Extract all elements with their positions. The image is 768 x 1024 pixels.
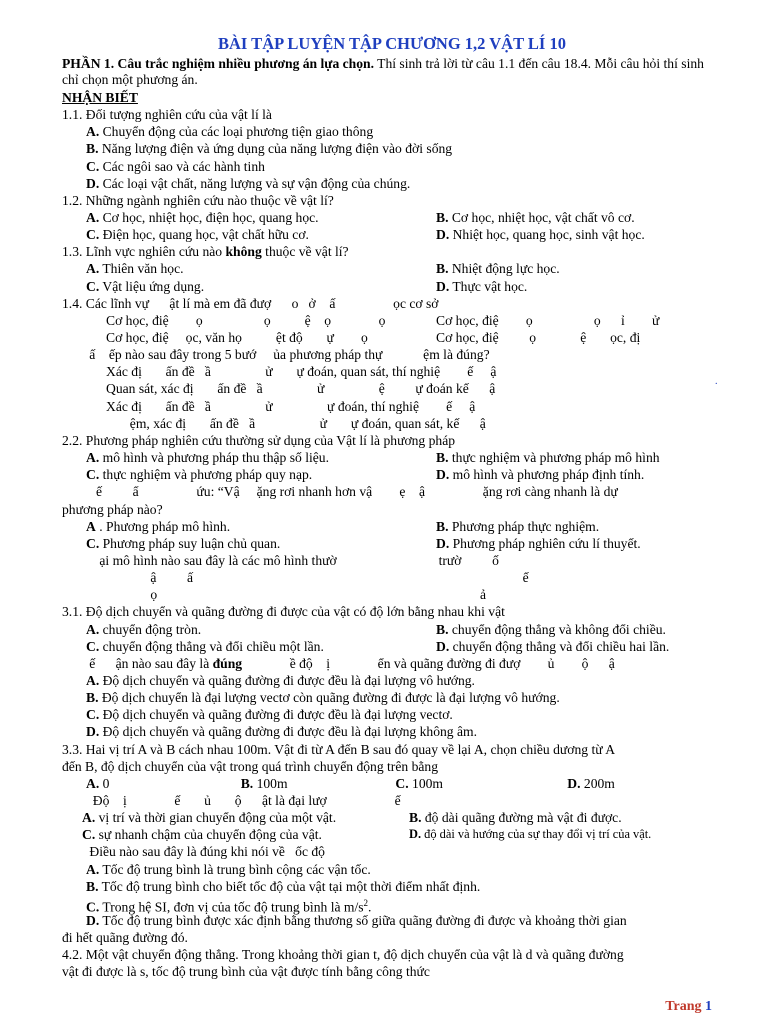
answer-option — [62, 140, 722, 157]
question-stem: ế ẩ ứu: “Vậ ặng rơi nhanh hơn vậ ẹ ậ ặng rơi càng nhanh là dự — [62, 484, 618, 500]
option-text: Phương pháp suy luận chủ quan. — [99, 535, 281, 551]
option-key: C. — [86, 535, 100, 551]
question-stem: ấ ếp nào sau đây trong 5 bướ ủa phương pháp thự ệm là đúng? — [62, 347, 490, 363]
option-text: mô hình và phương pháp thu thập số liệu. — [99, 450, 329, 466]
question-stem: Độ ị ế ủ ộ ật là đại lượ ế — [86, 792, 401, 808]
option-key: C. — [86, 467, 100, 483]
answer-option: Cơ học, điệ ọ ọ ệ ọ ọ — [106, 312, 386, 328]
option-key: D. — [436, 278, 450, 294]
answer-option — [409, 809, 622, 826]
answer-option — [62, 175, 722, 192]
option-key: C. — [86, 707, 100, 723]
option-key: A. — [86, 450, 100, 466]
answer-option — [62, 158, 722, 175]
option-key: C. — [395, 775, 409, 791]
option-text: Các ngôi sao và các hành tinh — [99, 158, 265, 174]
option-text: Cơ học, nhiệt học, điện học, quang học. — [99, 209, 319, 225]
option-row — [62, 621, 722, 638]
option-key: A. — [86, 621, 100, 637]
question-stem — [62, 243, 722, 260]
answer-option — [86, 621, 436, 638]
option-text: Các loại vật chất, năng lượng và sự vận động của chúng. — [99, 175, 411, 191]
answer-option — [86, 278, 436, 295]
option-row — [62, 535, 722, 552]
option-key: B. — [86, 690, 99, 706]
option-key: A — [86, 518, 96, 534]
option-text: thực nghiệm và phương pháp mô hình — [448, 450, 660, 466]
answer-option: Quan sát, xác đị ấn đề ầ ử ệ ự đoán kế ậ — [106, 381, 496, 397]
option-text: Thực vật học. — [449, 278, 528, 294]
answer-option — [62, 706, 722, 723]
stem-emphasis: đúng — [212, 655, 243, 671]
option-text: vị trí và thời gian chuyển động của một vật. — [95, 810, 337, 826]
document-page — [62, 34, 722, 981]
option-key: D. — [409, 827, 422, 842]
answer-option — [436, 638, 669, 655]
option-key: A. — [86, 124, 100, 140]
answer-option — [86, 209, 436, 226]
answer-option — [436, 209, 635, 226]
stem-text: 1.3. Lĩnh vực nghiên cứu nào — [62, 244, 226, 260]
option-text: chuyển động thẳng và không đổi chiều. — [448, 621, 666, 637]
option-key: C. — [86, 278, 100, 294]
option-text: Độ dịch chuyển và quãng đường đi được đều là đại lượng vectơ. — [99, 707, 453, 723]
option-text: Phương pháp nghiên cứu lí thuyết. — [449, 535, 641, 551]
answer-option — [86, 775, 241, 792]
question-stem: 1.4. Các lĩnh vự ật lí mà em đã đượ o ở ấ ọc cơ sở — [62, 295, 439, 311]
option-text: Thiên văn học. — [99, 261, 184, 277]
option-key: D. — [436, 535, 450, 551]
option-key: C. — [86, 158, 100, 174]
answer-option — [86, 518, 436, 535]
page-footer — [665, 999, 712, 1015]
answer-option: Cơ học, điệ ọ ệ ọc, đị — [436, 330, 641, 346]
option-key: B. — [86, 878, 99, 894]
question-stem: 1.2. Những ngành nghiên cứu nào thuộc về vật lí? — [62, 192, 334, 208]
answer-option — [86, 535, 436, 552]
option-text: mô hình và phương pháp định tính. — [449, 467, 645, 483]
option-row — [62, 638, 722, 655]
option-text: Điện học, quang học, vật chất hữu cơ. — [99, 227, 309, 243]
option-row — [62, 329, 722, 346]
answer-option: Xác đị ấn đề ầ ử ự đoán, thí nghiệ ế ậ — [106, 398, 476, 414]
option-row — [62, 449, 722, 466]
option-text: Năng lượng điện và ứng dụng của năng lượng điện vào đời sống — [98, 141, 453, 157]
answer-option: C. Trong hệ SI, đơn vị của tốc độ trung bình là $m/s^2$. — [86, 897, 372, 915]
section-heading: NHẬN BIẾT — [62, 90, 138, 105]
answer-option: ọ ả — [62, 587, 487, 603]
answer-option: Xác đị ấn đề ầ ử ự đoán, quan sát, thí nghiệ ế ậ — [106, 364, 497, 380]
option-text: Nhiệt học, quang học, sinh vật học. — [449, 227, 645, 243]
answer-option — [86, 260, 436, 277]
option-key: C. — [86, 227, 100, 243]
option-key: D. — [567, 775, 581, 791]
answer-option — [62, 878, 722, 895]
option-text: Trong hệ SI, đơn vị của tốc độ trung bình là m/s — [99, 899, 364, 915]
option-text: độ dài và hướng của sự thay đổi vị trí của vật. — [421, 827, 652, 842]
option-row — [62, 312, 722, 329]
option-key: D. — [436, 467, 450, 483]
option-key: B. — [436, 518, 449, 534]
option-row — [62, 809, 722, 826]
option-text: Nhiệt động lực học. — [448, 261, 560, 277]
answer-option — [62, 689, 722, 706]
answer-option — [62, 861, 722, 878]
option-text: thực nghiệm và phương pháp quy nạp. — [99, 467, 313, 483]
option-key: B. — [409, 810, 422, 826]
question-stem: 3.3. Hai vị trí A và B cách nhau 100m. Vật đi từ A đến B sau đó quay về lại A, chọn chiều dương từ A — [62, 741, 616, 757]
option-text: 0 — [99, 775, 110, 791]
part1-text: Thí sinh trả lời từ câu 1.1 đến câu 18.4. Mỗi câu hỏi thí sinh chỉ chọn một phương án. — [62, 56, 704, 87]
stem-text: thuộc về vật lí? — [261, 244, 349, 260]
answer-option — [436, 449, 660, 466]
answer-option — [409, 826, 651, 843]
option-key: D. — [86, 912, 100, 928]
option-key: A. — [86, 261, 100, 277]
option-text: . Phương pháp mô hình. — [95, 518, 231, 534]
answer-option — [82, 809, 409, 826]
answer-option — [436, 226, 645, 243]
option-key: D. — [436, 638, 450, 654]
option-key: B. — [86, 141, 99, 157]
option-text: Cơ học, nhiệt học, vật chất vô cơ. — [448, 209, 635, 225]
page-title: BÀI TẬP LUYỆN TẬP CHƯƠNG 1,2 VẬT LÍ 10 — [218, 34, 566, 53]
option-key: B. — [240, 775, 254, 791]
option-key: B. — [436, 209, 449, 225]
question-stem: đến B, độ dịch chuyển của vật trong quá trình chuyển động trên bằng — [62, 758, 438, 774]
option-key: B. — [436, 450, 449, 466]
footer-label: Trang — [665, 999, 705, 1014]
answer-option — [436, 535, 641, 552]
option-key: A. — [86, 775, 100, 791]
option-text: Phương pháp thực nghiệm. — [448, 518, 600, 534]
answer-option-continued: đi hết quãng đường đó. — [62, 930, 188, 946]
option-row — [62, 775, 722, 792]
option-text: 200m — [580, 775, 615, 791]
option-text: 100m — [253, 775, 288, 791]
answer-option — [86, 638, 436, 655]
stem-text: ế ận nào sau đây là — [62, 655, 213, 671]
answer-option — [436, 278, 527, 295]
stem-emphasis: không — [225, 244, 262, 260]
option-row — [62, 826, 722, 843]
option-text: Tốc độ trung bình là trung bình cộng các vận tốc. — [99, 861, 371, 877]
option-text: Chuyển động của các loại phương tiện giao thông — [99, 124, 374, 140]
option-row — [62, 209, 722, 226]
option-text: Độ dịch chuyển và quãng đường đi được đều là đại lượng không âm. — [99, 724, 477, 740]
part1-instructions — [62, 56, 722, 88]
answer-option — [62, 912, 722, 929]
option-key: A. — [82, 810, 96, 826]
option-text: Độ dịch chuyển và quãng đường đi được đều là đại lượng vô hướng. — [99, 672, 475, 688]
question-stem: 2.2. Phương pháp nghiên cứu thường sử dụng của Vật lí là phương pháp — [62, 432, 456, 448]
answer-option: ậ ấ ế — [62, 570, 529, 586]
option-key: C. — [82, 827, 96, 843]
answer-option: ệm, xác đị ấn đề ầ ử ự đoán, quan sát, kế ậ — [106, 415, 486, 431]
question-stem: ại mô hình nào sau đây là các mô hình thườ trườ ố — [62, 552, 499, 568]
answer-option: Cơ học, điệ ọc, văn họ ệt độ ự ọ — [106, 330, 368, 346]
answer-option — [62, 672, 722, 689]
question-stem: Điều nào sau đây là đúng khi nói về ốc độ — [86, 844, 325, 860]
answer-option: Cơ học, điệ ọ ọ ỉ ử — [436, 312, 660, 328]
answer-option — [567, 775, 722, 792]
option-text: chuyển động thẳng và đổi chiều một lần. — [99, 638, 324, 654]
answer-option — [436, 466, 644, 483]
option-text: Độ dịch chuyển là đại lượng vectơ còn quãng đường đi được là đại lượng vô hướng. — [98, 690, 560, 706]
option-key: B. — [436, 621, 449, 637]
option-text: chuyển động thẳng và đổi chiều hai lần. — [449, 638, 670, 654]
question-stem: 4.2. Một vật chuyển động thẳng. Trong khoảng thời gian t, độ dịch chuyển của vật là d và quãng đường — [62, 947, 624, 963]
answer-option — [86, 466, 436, 483]
option-key: A. — [86, 861, 100, 877]
option-row — [62, 518, 722, 535]
answer-option — [241, 775, 396, 792]
option-text: độ dài quãng đường mà vật đi được. — [421, 810, 622, 826]
option-key: D. — [86, 175, 100, 191]
answer-option — [62, 723, 722, 740]
question-stem — [62, 655, 722, 672]
option-text: Tốc độ trung bình cho biết tốc độ của vật tại một thời điểm nhất định. — [98, 878, 481, 894]
question-stem: 3.1. Độ dịch chuyển và quãng đường đi được của vật có độ lớn bằng nhau khi vật — [62, 604, 505, 620]
option-row — [62, 278, 722, 295]
option-key: D. — [436, 227, 450, 243]
stem-text: ề độ ị ển và quãng đường đi đượ ủ ộ ậ — [242, 655, 615, 671]
answer-option — [82, 826, 409, 843]
option-row — [62, 466, 722, 483]
question-stem: 1.1. Đối tượng nghiên cứu của vật lí là — [62, 107, 272, 123]
question-stem: phương pháp nào? — [62, 501, 163, 517]
question-stem: vật đi được là s, tốc độ trung bình của vật được tính bằng công thức — [62, 964, 430, 980]
page-number: 1 — [705, 999, 712, 1014]
option-row — [62, 260, 722, 277]
option-key: C. — [86, 899, 100, 915]
option-key: B. — [436, 261, 449, 277]
answer-option — [436, 518, 599, 535]
superscript: 2 — [363, 897, 369, 908]
option-key: A. — [86, 209, 100, 225]
answer-option — [62, 123, 722, 140]
option-row — [62, 226, 722, 243]
option-key: A. — [86, 672, 100, 688]
option-key: C. — [86, 638, 100, 654]
answer-option — [86, 226, 436, 243]
part1-label: PHẦN 1. Câu trắc nghiệm nhiều phương án lựa chọn. — [62, 56, 374, 71]
option-text: chuyển động tròn. — [99, 621, 202, 637]
answer-option — [395, 775, 567, 792]
stray-mark: . — [715, 376, 718, 387]
option-text: 100m — [408, 775, 443, 791]
option-key: D. — [86, 724, 100, 740]
option-text: Tốc độ trung bình được xác định bằng thương số giữa quãng đường đi được và khoảng thời gian — [99, 912, 627, 928]
option-text: sự nhanh chậm của chuyển động của vật. — [95, 827, 322, 843]
answer-option — [436, 260, 560, 277]
answer-option — [436, 621, 666, 638]
option-text: Vật liệu ứng dụng. — [99, 278, 205, 294]
answer-option — [86, 449, 436, 466]
